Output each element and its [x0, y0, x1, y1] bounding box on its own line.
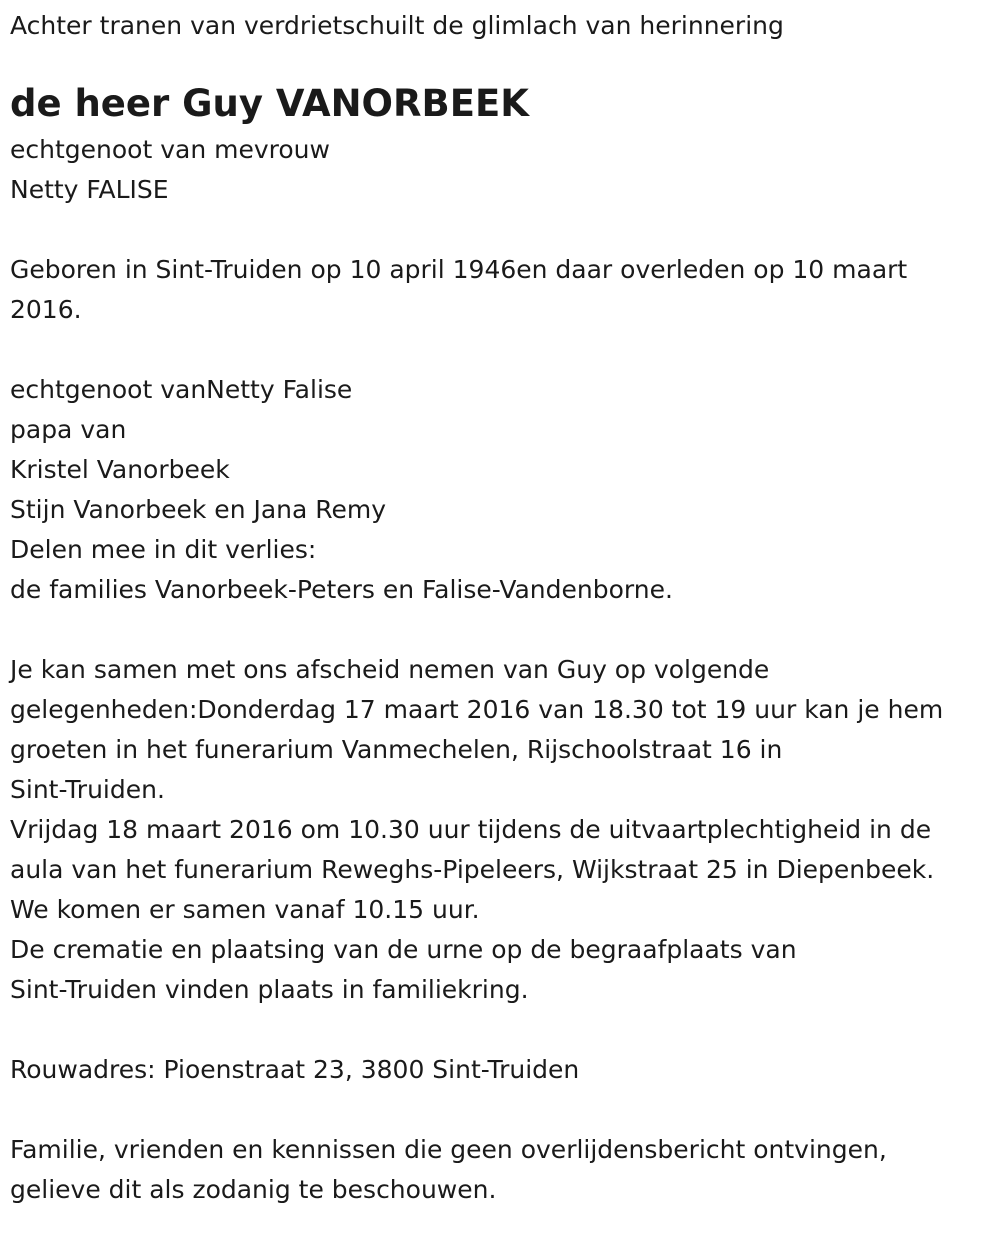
spacer — [10, 610, 990, 650]
ceremony-line: We komen er samen vanaf 10.15 uur. — [10, 895, 480, 924]
spacer — [10, 210, 990, 250]
spouse-label: echtgenoot van mevrouw — [10, 135, 330, 164]
ceremony-line: De crematie en plaatsing van de urne op de begraafplaats van — [10, 935, 797, 964]
ceremony-line: Sint-Truiden. — [10, 775, 165, 804]
spacer — [10, 330, 990, 370]
family-line: papa van — [10, 415, 127, 444]
spacer — [10, 1010, 990, 1050]
paragraph-line: 2016. — [10, 295, 82, 324]
intro-quote: Achter tranen van verdrietschuilt de glimlach van herinnering — [10, 11, 784, 40]
ceremony-line: groeten in het funerarium Vanmechelen, Rijschoolstraat 16 in — [10, 735, 783, 764]
ceremony-line: aula van het funerarium Reweghs-Pipeleers, Wijkstraat 25 in Diepenbeek. — [10, 855, 935, 884]
birth-death-paragraph — [10, 250, 990, 330]
ceremony-line: Je kan samen met ons afscheid nemen van Guy op volgende — [10, 655, 770, 684]
paragraph-line: Geboren in Sint-Truiden op 10 april 1946en daar overleden op 10 maart — [10, 255, 908, 284]
ceremony-line: Vrijdag 18 maart 2016 om 10.30 uur tijdens de uitvaartplechtigheid in de — [10, 815, 932, 844]
ceremony-line: Sint-Truiden vinden plaats in familiekring. — [10, 975, 529, 1004]
closing-line: Familie, vrienden en kennissen die geen overlijdensbericht ontvingen, — [10, 1135, 887, 1164]
closing-line: gelieve dit als zodanig te beschouwen. — [10, 1175, 497, 1204]
spacer — [10, 1090, 990, 1130]
family-line: Delen mee in dit verlies: — [10, 535, 317, 564]
ceremony-paragraph — [10, 650, 990, 1010]
family-line: Kristel Vanorbeek — [10, 455, 230, 484]
deceased-name: de heer Guy VANORBEEK — [10, 82, 529, 125]
family-line: echtgenoot vanNetty Falise — [10, 375, 353, 404]
closing-paragraph — [10, 1130, 990, 1210]
mourning-address: Rouwadres: Pioenstraat 23, 3800 Sint-Truiden — [10, 1055, 580, 1084]
spouse-name: Netty FALISE — [10, 175, 169, 204]
family-line: Stijn Vanorbeek en Jana Remy — [10, 495, 387, 524]
ceremony-line: gelegenheden:Donderdag 17 maart 2016 van 18.30 tot 19 uur kan je hem — [10, 695, 944, 724]
family-line: de families Vanorbeek-Peters en Falise-Vandenborne. — [10, 575, 673, 604]
death-notice — [0, 6, 1000, 1236]
family-paragraph — [10, 370, 990, 610]
